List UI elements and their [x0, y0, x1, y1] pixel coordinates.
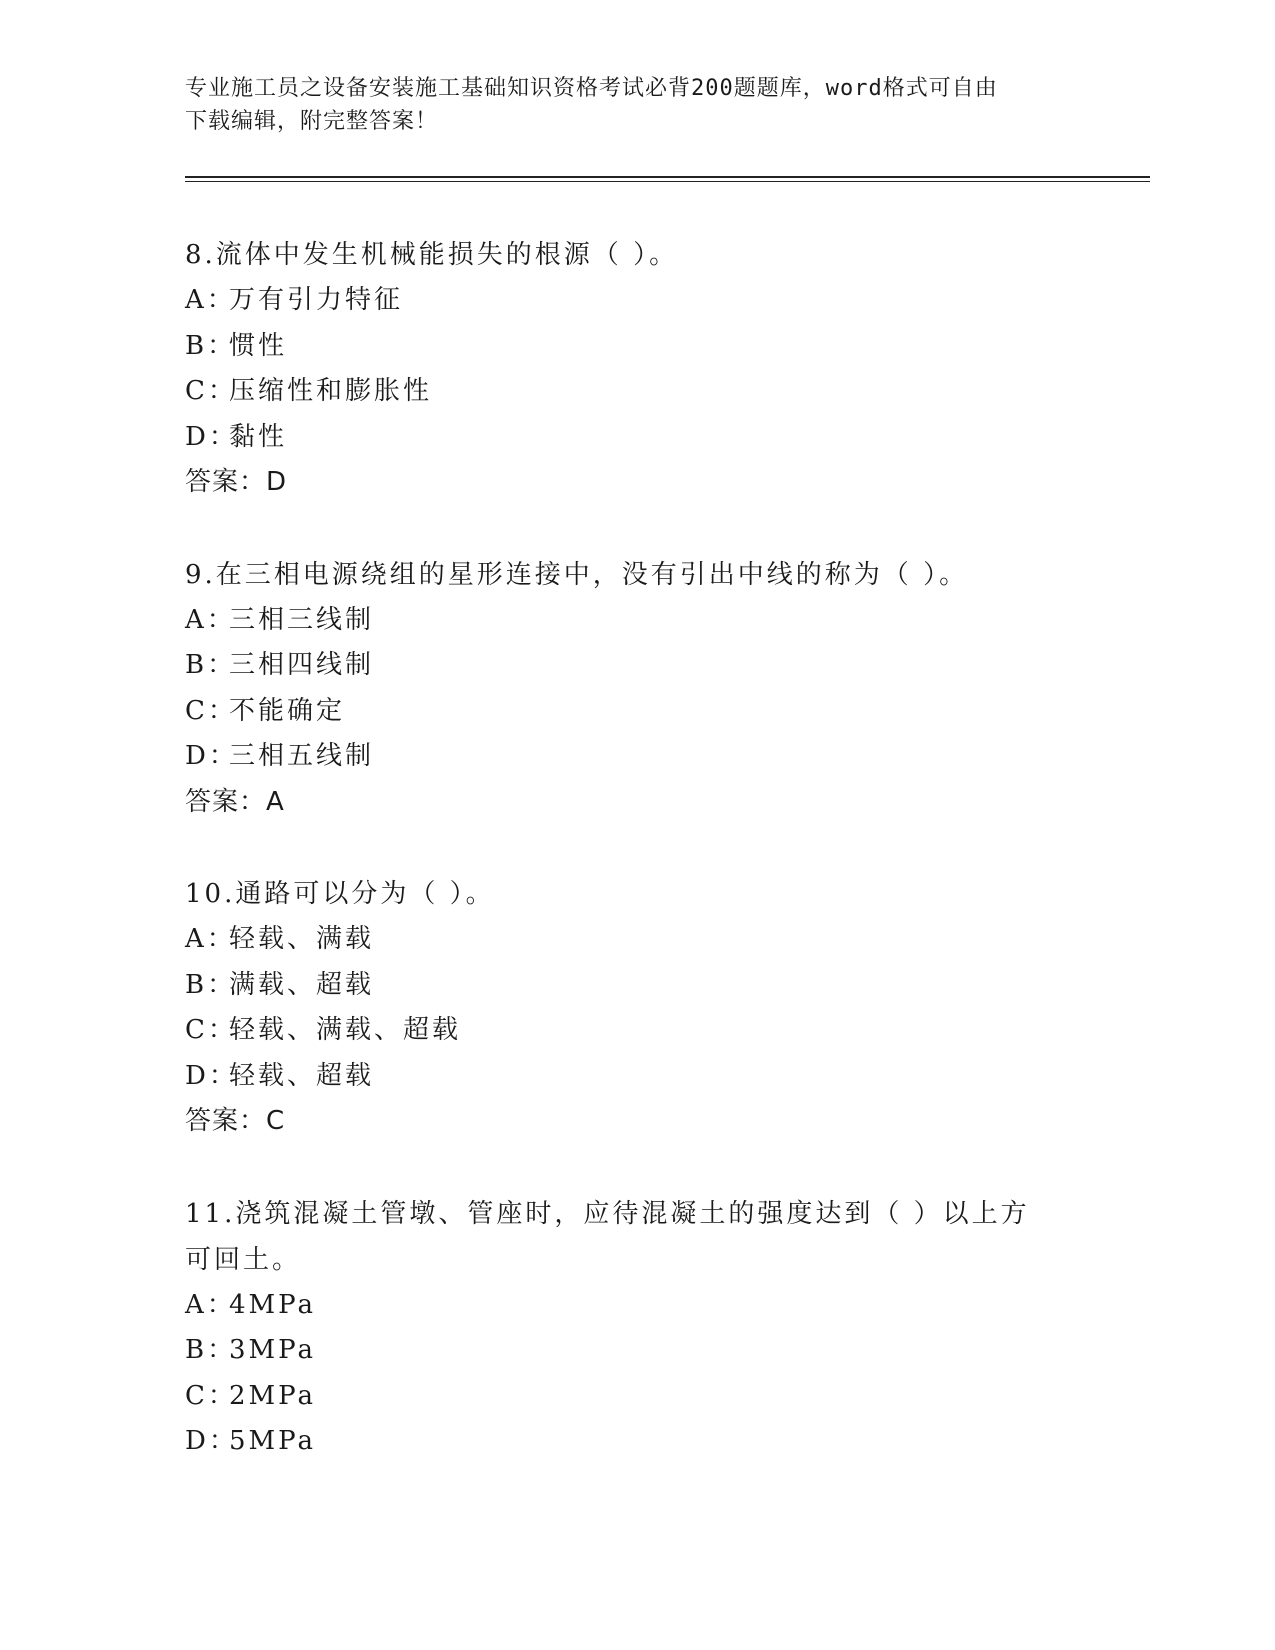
- option-c: [185, 369, 1085, 415]
- option-b: [185, 1328, 1085, 1374]
- option-a: [185, 278, 1085, 324]
- option-text: 万有引力特征: [229, 285, 404, 315]
- document-header: [185, 72, 1065, 138]
- option-text: 三相四线制: [229, 650, 375, 680]
- option-key: B：: [185, 1335, 237, 1365]
- option-c: [185, 1008, 1085, 1054]
- question-list: [185, 232, 1085, 1511]
- option-text: 压缩性和膨胀性: [229, 376, 433, 406]
- option-key: A：: [185, 924, 236, 954]
- option-key: A：: [185, 285, 236, 315]
- header-title-line-2: 下载编辑，附完整答案！: [185, 109, 439, 134]
- option-b: [185, 643, 1085, 689]
- option-text: 三相五线制: [229, 741, 375, 771]
- option-key: C：: [185, 1015, 237, 1045]
- option-key: D：: [185, 1426, 238, 1456]
- question-8: [185, 232, 1085, 506]
- question-9: [185, 552, 1085, 826]
- option-text: 黏性: [229, 421, 288, 452]
- option-text: 三相三线制: [229, 604, 375, 635]
- option-c: [185, 689, 1085, 735]
- question-11: [185, 1191, 1085, 1465]
- option-a: [185, 598, 1085, 644]
- option-key: C：: [185, 1380, 237, 1411]
- option-text: 4MPa: [229, 1289, 316, 1320]
- option-key: C：: [185, 695, 237, 726]
- option-key: B：: [185, 969, 237, 1000]
- option-text: 不能确定: [229, 695, 346, 726]
- option-key: C：: [185, 376, 237, 406]
- question-stem: 11.浇筑混凝土管墩、管座时，应待混凝土的强度达到（ ）以上方可回土。: [185, 1198, 1030, 1275]
- question-10: [185, 871, 1085, 1145]
- header-divider-top: [185, 176, 1150, 178]
- option-a: [185, 1283, 1085, 1329]
- option-d: [185, 1419, 1085, 1465]
- answer-line: 答案：A: [185, 786, 285, 817]
- option-key: D：: [185, 421, 238, 452]
- option-key: B：: [185, 330, 237, 361]
- option-text: 5MPa: [229, 1426, 316, 1456]
- answer-line: 答案：D: [185, 467, 288, 497]
- option-d: [185, 415, 1085, 461]
- question-stem: 10.通路可以分为（ ）。: [185, 879, 495, 909]
- option-text: 2MPa: [229, 1380, 316, 1411]
- header-title-line-1: 专业施工员之设备安装施工基础知识资格考试必背200题题库，word格式可自由: [185, 76, 998, 101]
- option-d: [185, 734, 1085, 780]
- option-a: [185, 917, 1085, 963]
- question-stem: 8.流体中发生机械能损失的根源（ ）。: [185, 240, 679, 270]
- option-c: [185, 1374, 1085, 1420]
- option-d: [185, 1054, 1085, 1100]
- option-b: [185, 324, 1085, 370]
- option-text: 惯性: [229, 330, 288, 361]
- option-key: B：: [185, 650, 237, 680]
- option-key: A：: [185, 1289, 236, 1320]
- header-divider-bottom: [185, 181, 1150, 182]
- question-stem: 9.在三相电源绕组的星形连接中，没有引出中线的称为（ ）。: [185, 559, 969, 590]
- option-key: D：: [185, 1060, 238, 1091]
- option-text: 轻载、超载: [229, 1060, 375, 1091]
- answer-line: 答案：C: [185, 1106, 286, 1136]
- option-key: A：: [185, 604, 236, 635]
- option-text: 满载、超载: [229, 969, 375, 1000]
- option-text: 3MPa: [229, 1335, 316, 1365]
- option-key: D：: [185, 741, 238, 771]
- option-text: 轻载、满载、超载: [229, 1015, 462, 1045]
- option-text: 轻载、满载: [229, 924, 375, 954]
- option-b: [185, 963, 1085, 1009]
